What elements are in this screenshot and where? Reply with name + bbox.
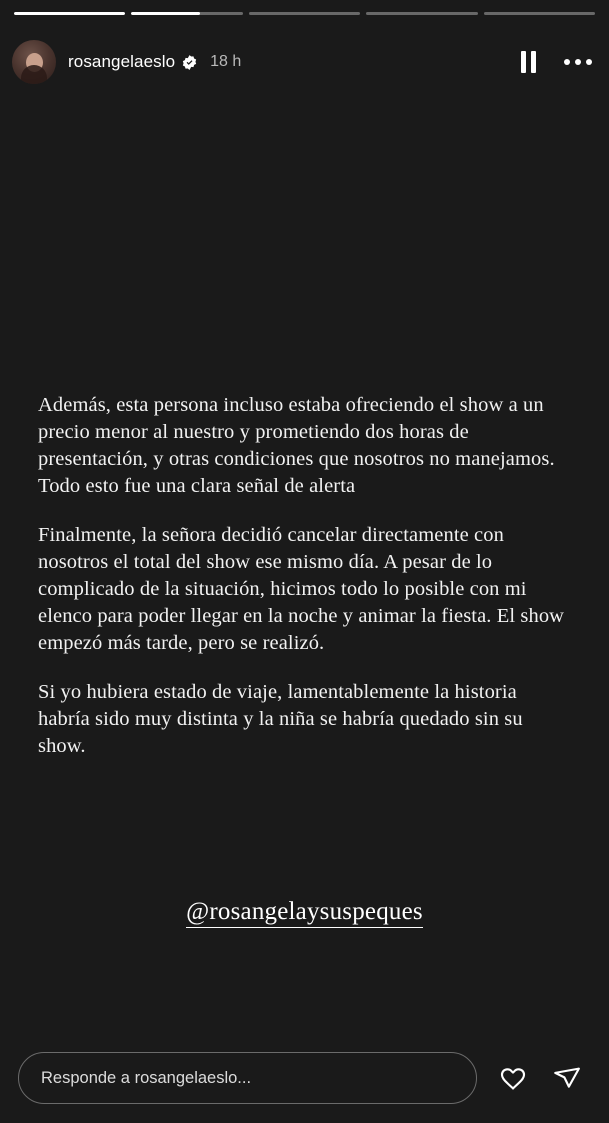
story-progress-bar [14, 12, 595, 15]
reply-placeholder-label: Responde a rosangelaeslo... [41, 1068, 252, 1087]
verified-badge-icon [181, 54, 198, 71]
footer-actions [497, 1062, 591, 1094]
progress-segment[interactable] [366, 12, 477, 15]
heart-icon[interactable] [497, 1062, 529, 1094]
progress-segment[interactable] [484, 12, 595, 15]
reply-input[interactable] [18, 1052, 477, 1104]
story-paragraph: Además, esta persona incluso estaba ofreciendo el show a un precio menor al nuestro y prometiendo dos horas de presentación, y otras condiciones que nosotros no manejamos. Todo esto fue una clara señal de alerta [38, 394, 555, 497]
pause-icon[interactable] [515, 49, 541, 75]
progress-fill [14, 12, 125, 15]
story-paragraph: Si yo hubiera estado de viaje, lamentablemente la historia habría sido muy distinta y la niña se habría quedado sin su show. [38, 681, 523, 757]
story-header [12, 36, 597, 88]
send-icon[interactable] [551, 1062, 583, 1094]
story-text-block [38, 392, 571, 760]
story-footer [0, 1033, 609, 1123]
avatar[interactable] [12, 40, 56, 84]
progress-segment[interactable] [249, 12, 360, 15]
progress-fill [131, 12, 200, 15]
progress-segment[interactable] [131, 12, 242, 15]
more-options-icon[interactable] [563, 49, 593, 75]
progress-segment[interactable] [14, 12, 125, 15]
mention-link[interactable]: @rosangelaysuspeques [186, 898, 423, 928]
mention-container [0, 898, 609, 928]
username-label[interactable]: rosangelaeslo [68, 52, 176, 71]
story-paragraph: Finalmente, la señora decidió cancelar directamente con nosotros el total del show ese mismo día. A pesar de lo complicado de la situación, hicimos todo lo posible con mi elenco para poder llegar en la noche y animar la fiesta. El show empezó más tarde, pero se realizó. [38, 524, 565, 654]
timestamp-label: 18 h [210, 53, 242, 70]
